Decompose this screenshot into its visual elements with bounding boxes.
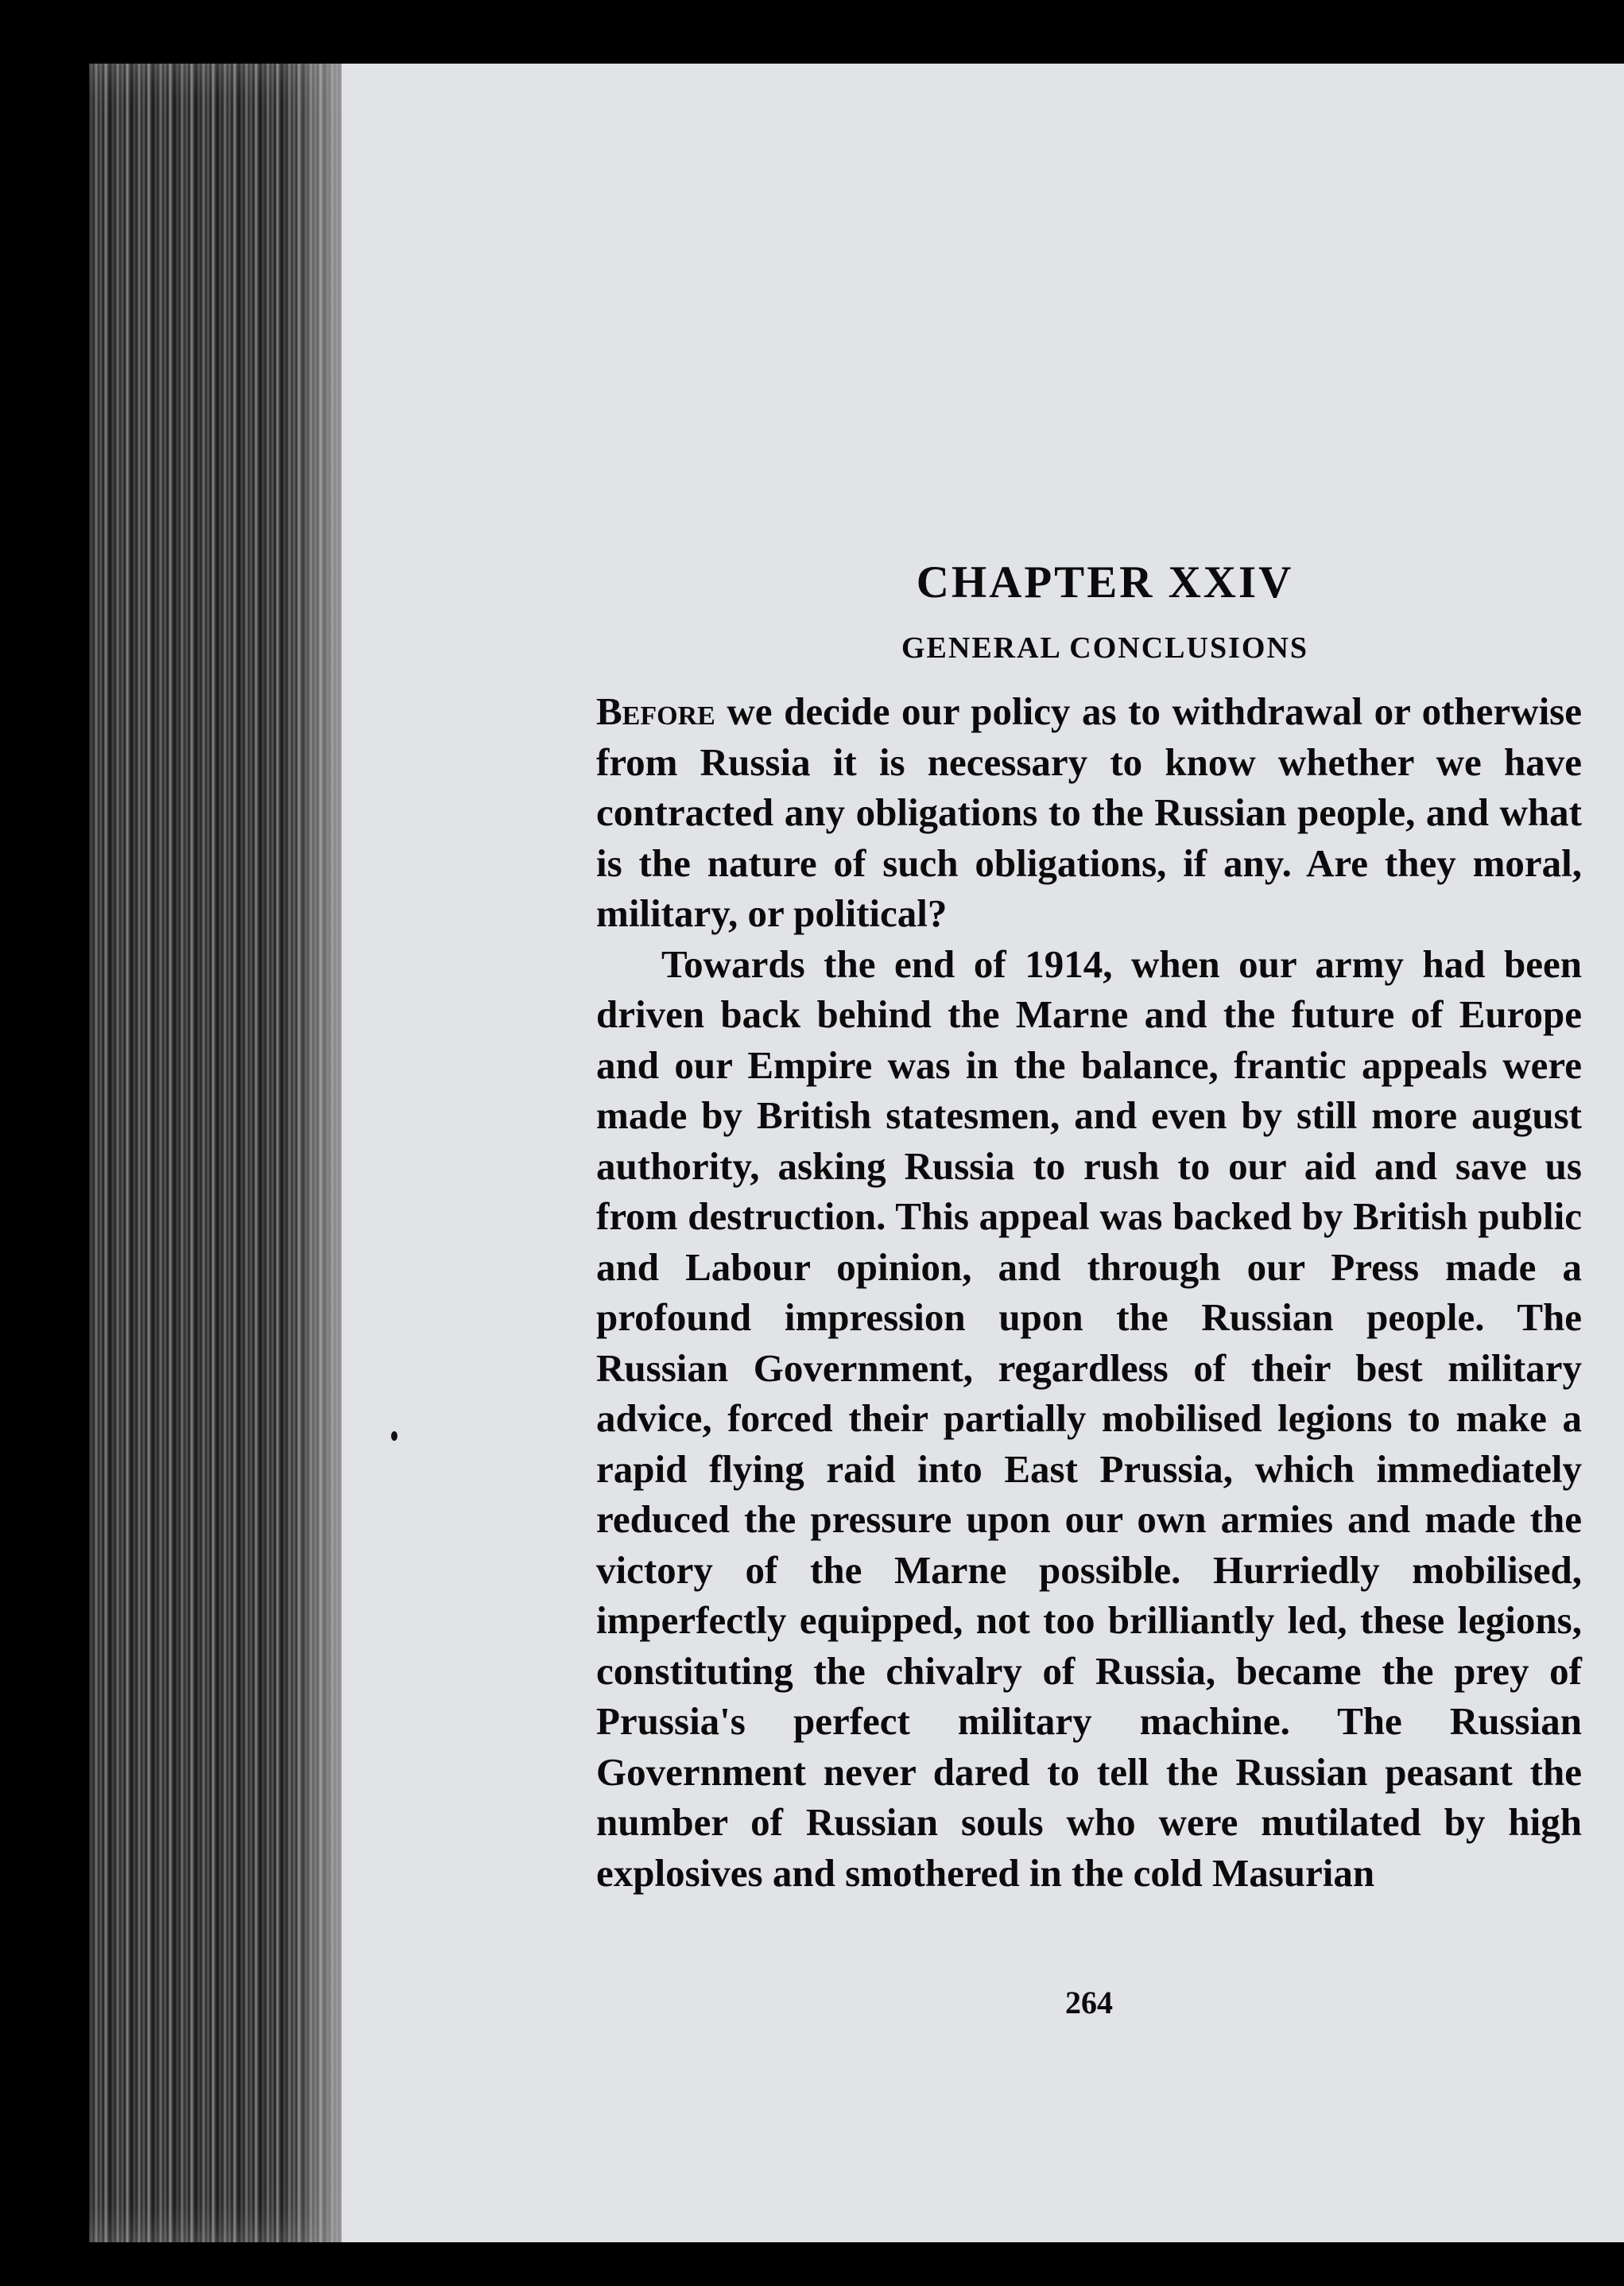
paragraph-1 — [596, 686, 1582, 939]
chapter-subtitle: GENERAL CONCLUSIONS — [901, 631, 1309, 665]
book-page — [342, 64, 1624, 2242]
book-page-edges — [89, 64, 351, 2242]
scan-speck — [391, 1431, 397, 1441]
page-number: 264 — [1065, 1985, 1113, 2020]
chapter-title: CHAPTER XXIV — [916, 557, 1294, 607]
page-text-block — [596, 557, 1582, 2020]
paragraph-2: Towards the end of 1914, when our army had been driven back behind the Marne and the future of Europe and our Empire was in the balance, frantic appeals were made by British statesmen, and even by still more august authority, asking Russia to rush to our aid and save us from destruction. This appeal was backed by British public and Labour opinion, and through our Press made a profound impression upon the Russian people. The Russian Government, regardless of their best military advice, forced their partially mobilised legions to make a rapid flying raid into East Prussia, which immediately reduced the pressure upon our own armies and made the victory of the Marne possible. Hurriedly mobilised, imperfectly equipped, not too brilliantly led, these legions, constituting the chivalry of Russia, became the prey of Prussia's perfect military machine. The Russian Government never dared to tell the Russian peasant the number of Russian souls who were mutilated by high explosives and smothered in the cold Masurian — [596, 941, 1582, 1895]
paragraph-1-text: we decide our policy as to withdrawal or otherwise from Russia it is necessary to know whether we have contracted any obligations to the Russian people, and what is the nature of such obligations, if any. Are they moral, military, or political? — [596, 689, 1582, 935]
paragraph-lead-word: Before — [596, 689, 715, 733]
